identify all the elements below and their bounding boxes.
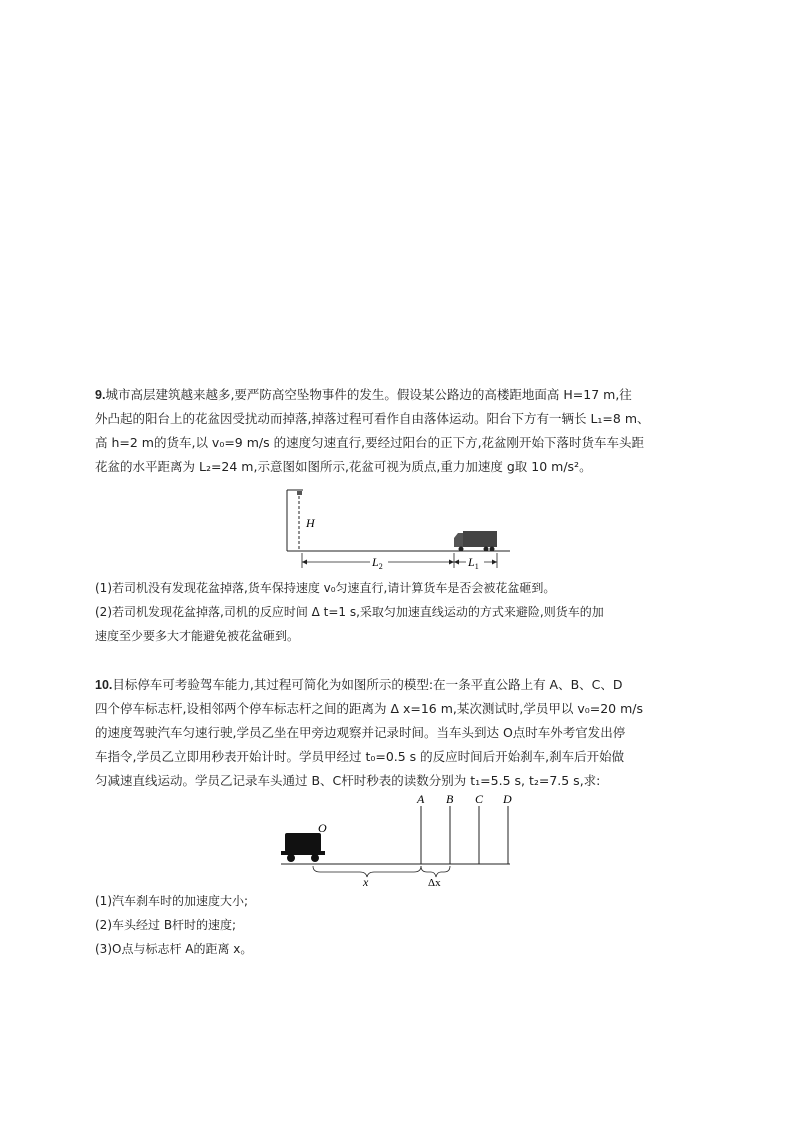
q9-part-3: 速度至少要多大才能避免被花盆砸到。 [95, 629, 300, 643]
q9-part-2: (2)若司机发现花盆掉落,司机的反应时间 Δ t=1 s,采取匀加速直线运动的方式来避险,则货车的加 [95, 605, 604, 619]
q10-line-3: 的速度驾驶汽车匀速行驶,学员乙坐在甲旁边观察并记录时间。当车头到达 O点时车外考官发出停 [95, 725, 626, 740]
dx-label: Δx [428, 877, 441, 888]
q10-part-2: (2)车头经过 B杆时的速度; [95, 918, 237, 932]
o-label: O [318, 821, 327, 835]
q10-part-3: (3)O点与标志杆 A的距离 x。 [95, 942, 253, 956]
pole-b-label: B [446, 792, 454, 806]
car-icon [281, 833, 325, 862]
q9-line-1: 9.城市高层建筑越来越多,要严防高空坠物事件的发生。假设某公路边的高楼距地面高 H=17 m,往 [95, 387, 632, 402]
q9-line-4: 花盆的水平距离为 L₂=24 m,示意图如图所示,花盆可视为质点,重力加速度 g取 10 m/s²。 [95, 459, 592, 474]
q10-number: 10. [95, 678, 113, 692]
q9-line-3: 高 h=2 m的货车,以 v₀=9 m/s 的速度匀速直行,要经过阳台的正下方,花盆刚开始下落时货车车头距 [95, 435, 645, 450]
l1-label: $L_1$ [468, 555, 479, 571]
truck-icon [454, 531, 497, 552]
q10-line-1: 10.目标停车可考验驾车能力,其过程可简化为如图所示的模型:在一条平直公路上有 A、B、C、D [95, 677, 623, 692]
pole-c-label: C [475, 792, 484, 806]
pole-a-label: A [417, 792, 425, 806]
q10-line-4: 车指令,学员乙立即用秒表开始计时。学员甲经过 t₀=0.5 s 的反应时间后开始刹车,刹车后开始做 [95, 749, 625, 764]
pole-d-label: D [503, 792, 512, 806]
q10-figure [0, 792, 794, 888]
q9-number: 9. [95, 388, 106, 402]
q10-part-1: (1)汽车刹车时的加速度大小; [95, 894, 249, 908]
x-label: x [363, 875, 369, 888]
q10-line-5: 匀减速直线运动。学员乙记录车头通过 B、C杆时秒表的读数分别为 t₁=5.5 s, t₂=7.5 s,求: [95, 773, 601, 788]
q9-line-2: 外凸起的阳台上的花盆因受扰动而掉落,掉落过程可看作自由落体运动。阳台下方有一辆长 L₁=8 m、 [95, 411, 650, 426]
q9-figure [0, 484, 794, 584]
q10-line-2: 四个停车标志杆,设相邻两个停车标志杆之间的距离为 Δ x=16 m,某次测试时,学员甲以 v₀=20 m/s [95, 701, 643, 716]
q9-part-1: (1)若司机没有发现花盆掉落,货车保持速度 v₀匀速直行,请计算货车是否会被花盆砸到。 [95, 581, 556, 595]
h-label: H [306, 516, 315, 530]
flowerpot-icon [297, 491, 302, 495]
l2-label: $L_2$ [372, 555, 383, 571]
